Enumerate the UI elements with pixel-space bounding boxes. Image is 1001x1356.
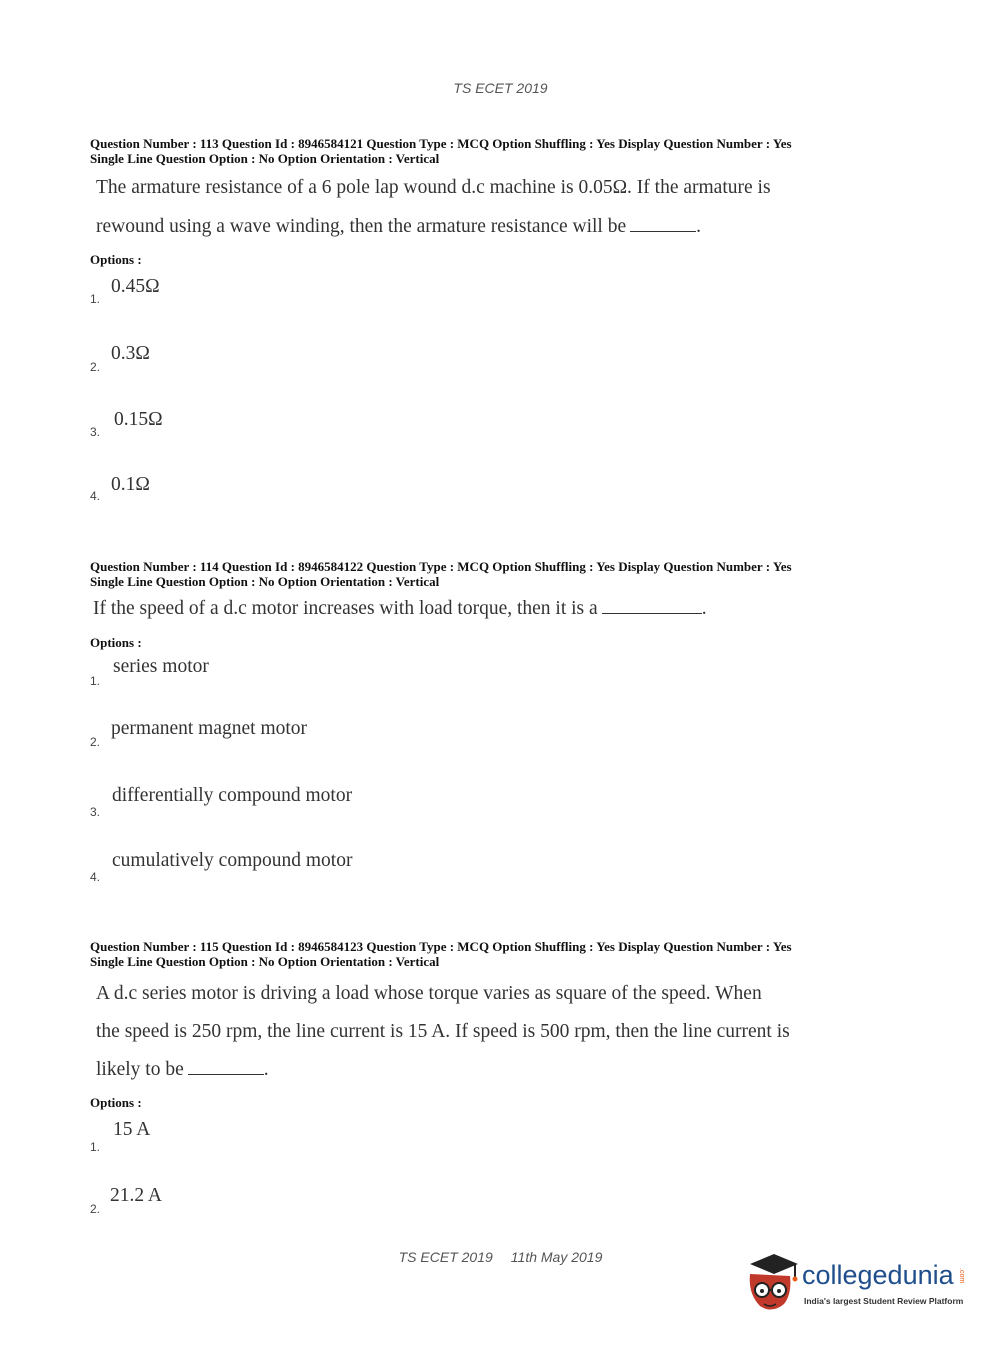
mascot-icon [742, 1250, 802, 1320]
option-text: 15 A [113, 1119, 151, 1140]
option-number: 4. [90, 489, 101, 503]
question-meta [90, 559, 910, 589]
answer-blank [188, 1073, 264, 1075]
option-number: 3. [90, 805, 101, 819]
option-number: 1. [90, 292, 101, 306]
option-number: 4. [90, 870, 101, 884]
logo-tagline: India's largest Student Review Platform [804, 1296, 964, 1306]
question-text-line: the speed is 250 rpm, the line current is 15 A. If speed is 500 rpm, then the line current is [96, 1021, 790, 1042]
option-text: 0.15Ω [114, 409, 163, 430]
question-text: If the speed of a d.c motor increases with load torque, then it is a . [93, 598, 707, 619]
option-text: 0.45Ω [111, 276, 160, 297]
question-text-line: likely to be [96, 1059, 184, 1080]
option-text: series motor [113, 656, 209, 677]
collegedunia-logo [742, 1250, 972, 1320]
question-meta-line: Single Line Question Option : No Option Orientation : Vertical [90, 574, 440, 589]
question-meta [90, 939, 910, 969]
options-label: Options : [90, 1095, 142, 1110]
option-text: 0.1Ω [111, 474, 150, 495]
question-meta [90, 136, 910, 166]
options-label: Options : [90, 635, 142, 650]
option-text: 21.2 A [110, 1185, 163, 1206]
option-number: 3. [90, 425, 101, 439]
question-meta-line: Single Line Question Option : No Option Orientation : Vertical [90, 151, 440, 166]
question-meta-line: Question Number : 114 Question Id : 8946584122 Question Type : MCQ Option Shuffling : Yes Display Question Number : Yes [90, 559, 792, 574]
question-meta-line: Question Number : 113 Question Id : 8946584121 Question Type : MCQ Option Shuffling : Yes Display Question Number : Yes [90, 136, 792, 151]
page-header: TS ECET 2019 [453, 80, 548, 96]
question-meta-line: Single Line Question Option : No Option Orientation : Vertical [90, 954, 440, 969]
option-number: 2. [90, 735, 101, 749]
option-number: 2. [90, 1202, 101, 1216]
footer-exam: TS ECET 2019 [398, 1249, 493, 1265]
question-text-line: If the speed of a d.c motor increases with load torque, then it is a [93, 598, 598, 619]
option-text: cumulatively compound motor [112, 850, 353, 871]
question-meta-line: Question Number : 115 Question Id : 8946584123 Question Type : MCQ Option Shuffling : Yes Display Question Number : Yes [90, 939, 792, 954]
logo-suffix: .com [958, 1268, 965, 1284]
option-number: 2. [90, 360, 101, 374]
answer-blank [630, 230, 696, 232]
options-label: Options : [90, 252, 142, 267]
option-text: differentially compound motor [112, 785, 353, 806]
question-text-line: The armature resistance of a 6 pole lap wound d.c machine is 0.05Ω. If the armature is [96, 177, 771, 198]
logo-name: collegedunia [802, 1260, 954, 1290]
question-text-line: rewound using a wave winding, then the armature resistance will be [96, 216, 627, 237]
question-text-line: A d.c series motor is driving a load whose torque varies as square of the speed. When [96, 983, 762, 1004]
option-text: permanent magnet motor [111, 718, 308, 739]
question-text: The armature resistance of a 6 pole lap wound d.c machine is 0.05Ω. If the armature is rewound using a wave winding, then the armature resistance will be . [96, 174, 896, 241]
option-number: 1. [90, 674, 101, 688]
answer-blank [602, 612, 702, 614]
footer-date: 11th May 2019 [510, 1249, 603, 1265]
option-number: 1. [90, 1140, 101, 1154]
option-text: 0.3Ω [111, 343, 150, 364]
question-text: A d.c series motor is driving a load whose torque varies as square of the speed. When the speed is 250 rpm, the line current is 15 A. If speed is 500 rpm, then the line current is likely to be . [96, 980, 896, 1084]
